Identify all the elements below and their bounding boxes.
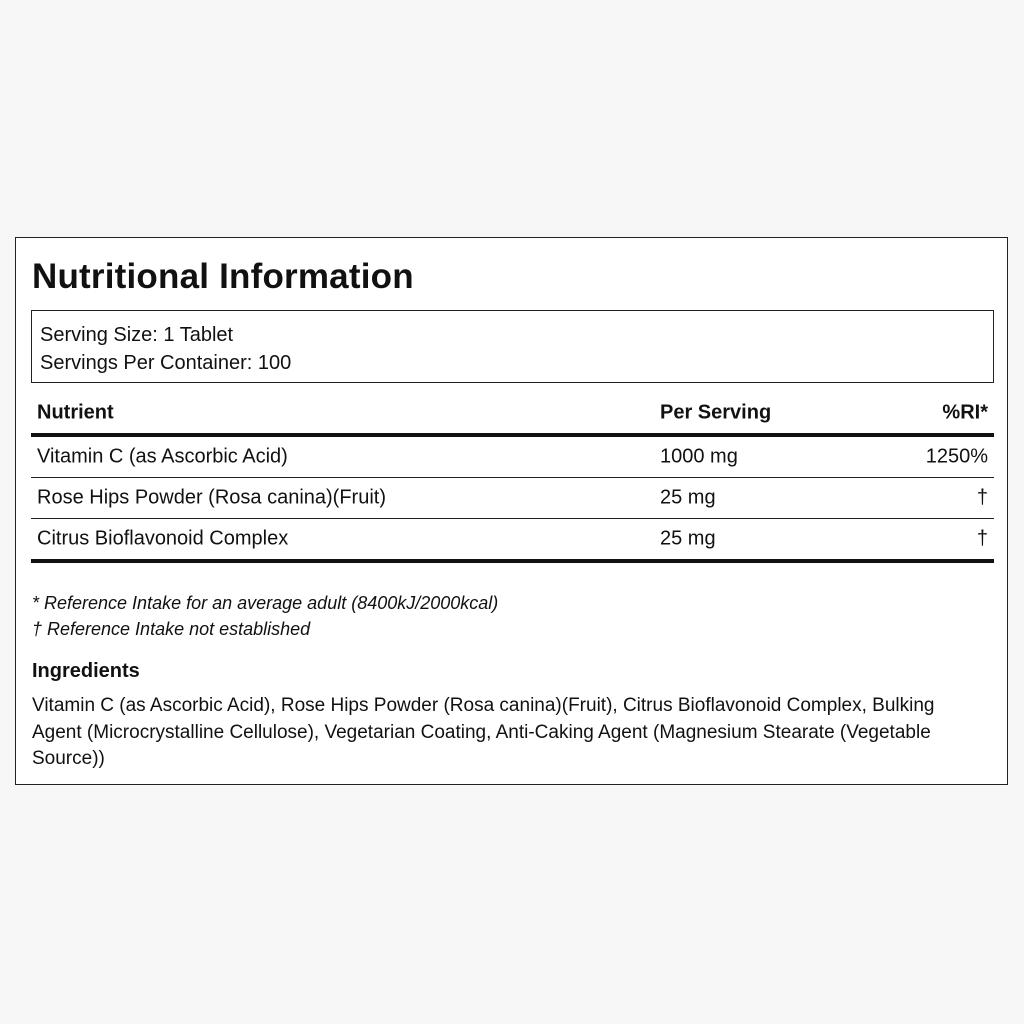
table-row xyxy=(31,519,994,563)
header-ri: %RI* xyxy=(942,401,988,424)
label-title: Nutritional Information xyxy=(32,257,414,296)
table-row xyxy=(31,437,994,478)
serving-info-box xyxy=(31,310,994,383)
servings-per-container: Servings Per Container: 100 xyxy=(40,352,292,374)
nutrient-name: Vitamin C (as Ascorbic Acid) xyxy=(37,445,288,468)
nutrient-ri: † xyxy=(976,527,988,550)
ingredients-text: Vitamin C (as Ascorbic Acid), Rose Hips Powder (Rosa canina)(Fruit), Citrus Bioflavonoid Complex, Bulking Agent (Microcrystalline Cellulose), Vegetarian Coating, Anti-Caking Agent (Magnesium Stearate (Vegetable Source)) xyxy=(32,695,935,769)
nutrient-ri: 1250% xyxy=(925,445,988,468)
nutrient-amount: 25 mg xyxy=(660,486,716,509)
nutrient-name: Rose Hips Powder (Rosa canina)(Fruit) xyxy=(37,486,387,509)
nutrient-amount: 1000 mg xyxy=(660,445,738,468)
table-header-row xyxy=(31,393,994,437)
nutrient-amount: 25 mg xyxy=(660,527,716,550)
nutrient-ri: † xyxy=(976,486,988,509)
footnote-not-established: † Reference Intake not established xyxy=(32,619,311,639)
nutrition-label-panel xyxy=(15,237,1008,785)
ingredients-heading: Ingredients xyxy=(32,660,140,682)
header-nutrient: Nutrient xyxy=(37,401,114,424)
footnotes xyxy=(32,590,498,642)
header-per-serving: Per Serving xyxy=(660,401,772,424)
nutrient-table xyxy=(31,393,994,563)
footnote-reference-intake: * Reference Intake for an average adult (8400kJ/2000kcal) xyxy=(32,593,499,613)
table-row xyxy=(31,478,994,519)
serving-size: Serving Size: 1 Tablet xyxy=(40,324,234,346)
nutrient-name: Citrus Bioflavonoid Complex xyxy=(37,527,289,550)
